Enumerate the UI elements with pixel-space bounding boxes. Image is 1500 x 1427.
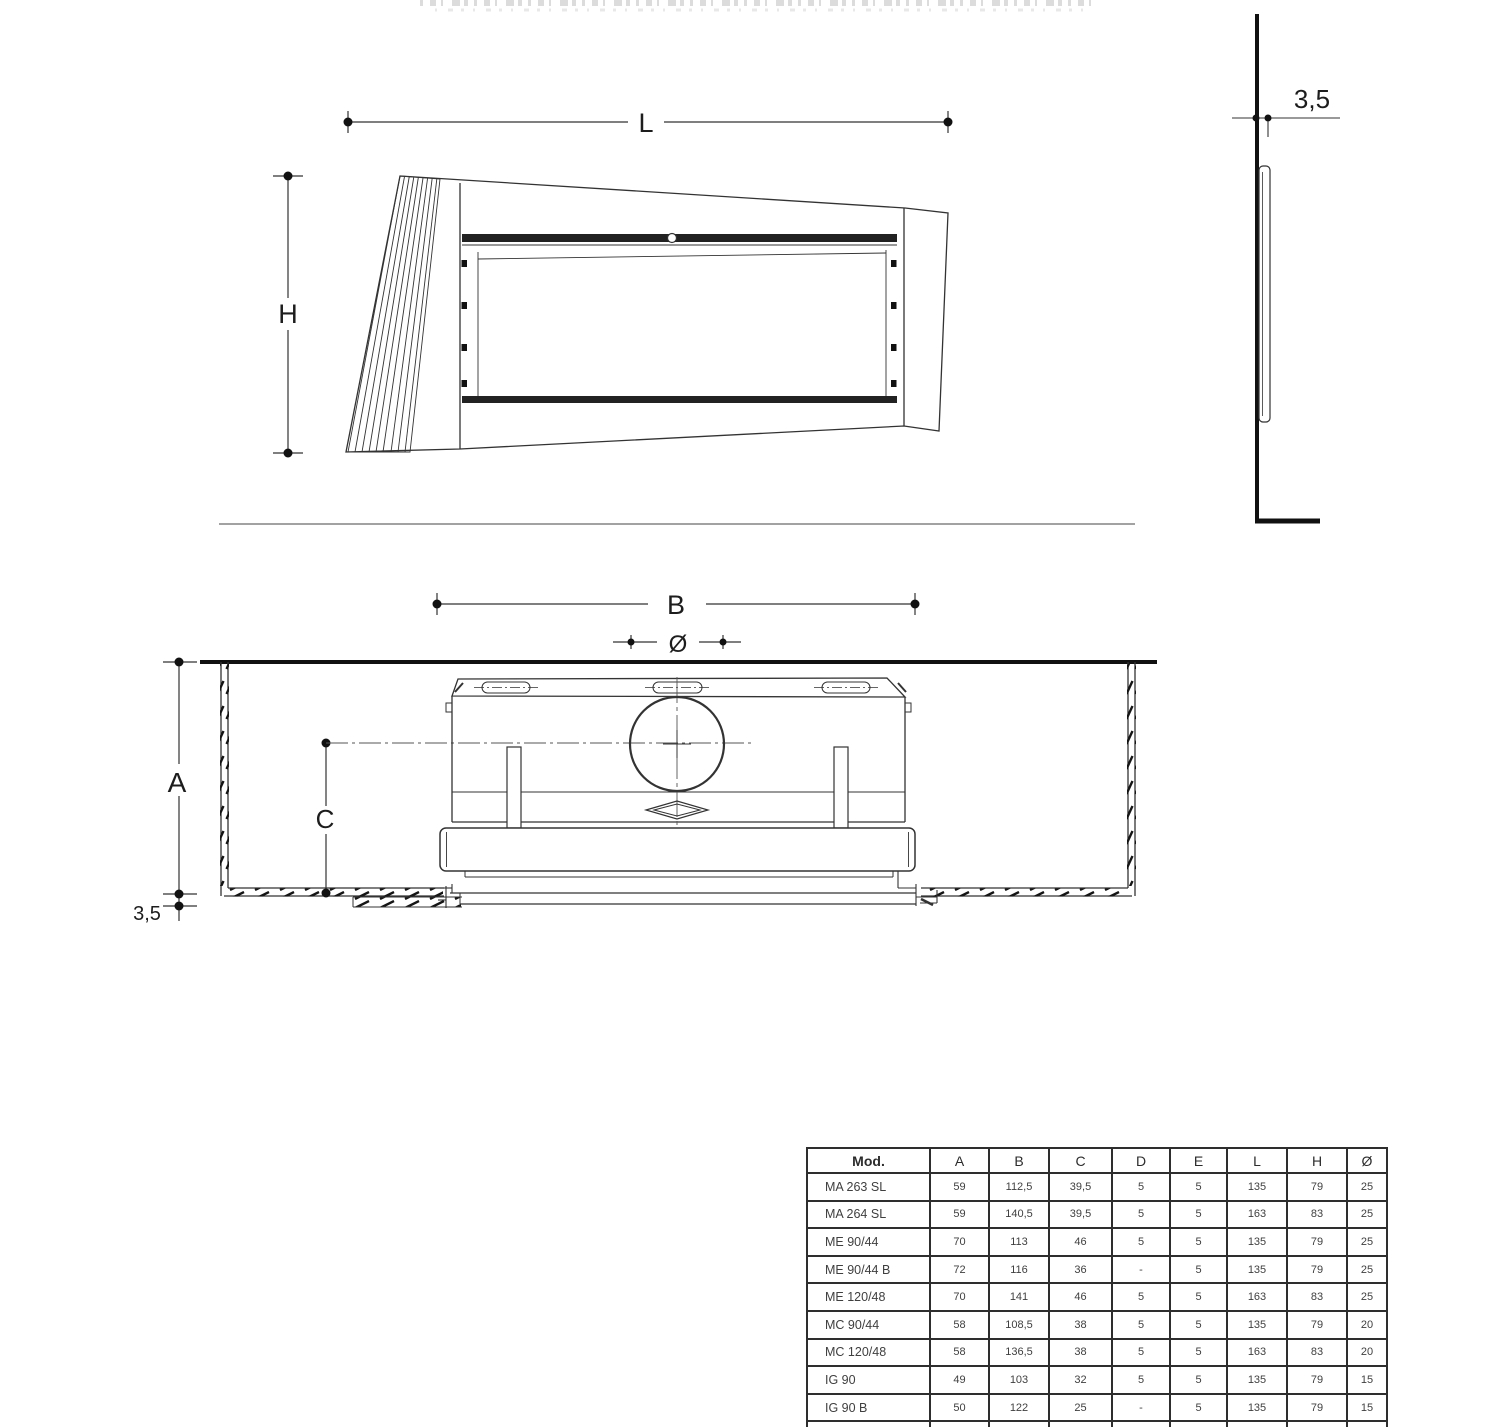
value-cell: 140,5	[989, 1201, 1049, 1229]
width-dimension-label: B	[666, 590, 686, 620]
depth-dimension	[133, 658, 197, 926]
model-cell: MC 120/48	[807, 1339, 930, 1367]
model-cell: IG 90	[807, 1366, 930, 1394]
value-cell: 46	[1049, 1228, 1112, 1256]
model-cell: ME 90/44 B	[807, 1256, 930, 1284]
model-cell: ME 120/48	[807, 1283, 930, 1311]
value-cell: 5	[1170, 1366, 1227, 1394]
value-cell: 72	[930, 1256, 989, 1284]
value-cell	[1287, 1421, 1347, 1427]
mount-rod-left	[507, 747, 521, 828]
value-cell: 5	[1112, 1228, 1170, 1256]
table-header-row	[807, 1148, 1387, 1173]
value-cell: 20	[1347, 1311, 1387, 1339]
value-cell: 83	[1287, 1283, 1347, 1311]
model-cell: ME 90/44	[807, 1228, 930, 1256]
value-cell: 79	[1287, 1256, 1347, 1284]
protrusion-dimension-label: 3,5	[133, 903, 161, 925]
value-cell: 79	[1287, 1228, 1347, 1256]
value-cell	[807, 1421, 930, 1427]
column-header-3: C	[1049, 1148, 1112, 1173]
value-cell: 5	[1170, 1256, 1227, 1284]
model-cell: MC 90/44	[807, 1311, 930, 1339]
value-cell: 5	[1170, 1283, 1227, 1311]
value-cell: 5	[1112, 1173, 1170, 1201]
value-cell: 122	[989, 1394, 1049, 1422]
height-dimension	[273, 172, 303, 458]
value-cell: 79	[1287, 1173, 1347, 1201]
value-cell: 163	[1227, 1201, 1287, 1229]
value-cell: 5	[1112, 1283, 1170, 1311]
table-row	[807, 1311, 1387, 1339]
value-cell: 5	[1170, 1311, 1227, 1339]
value-cell: 15	[1347, 1394, 1387, 1422]
dimensions-table	[806, 1147, 1388, 1427]
value-cell	[1227, 1421, 1287, 1427]
mount-rod-right	[834, 747, 848, 828]
value-cell: 25	[1347, 1201, 1387, 1229]
unit-body	[438, 677, 937, 908]
value-cell	[989, 1421, 1049, 1427]
clipped-text-artifact	[420, 3, 1100, 10]
value-cell: -	[1112, 1256, 1170, 1284]
column-header-1: A	[930, 1148, 989, 1173]
panel-profile	[1259, 166, 1270, 422]
side-view-drawing	[1232, 14, 1340, 521]
hood-outline	[346, 176, 948, 452]
value-cell: 135	[1227, 1366, 1287, 1394]
model-cell: MA 263 SL	[807, 1173, 930, 1201]
column-header-8: Ø	[1347, 1148, 1387, 1173]
thickness-dimension	[1232, 84, 1340, 137]
model-cell: MA 264 SL	[807, 1201, 930, 1229]
value-cell: 39,5	[1049, 1173, 1112, 1201]
value-cell: 5	[1112, 1339, 1170, 1367]
length-dimension-label: L	[638, 108, 654, 138]
value-cell: 50	[930, 1394, 989, 1422]
value-cell: -	[1112, 1394, 1170, 1422]
value-cell: 49	[930, 1366, 989, 1394]
table-row-partial	[807, 1421, 1387, 1427]
value-cell: 135	[1227, 1311, 1287, 1339]
window-latch-detail	[668, 234, 677, 243]
value-cell: 103	[989, 1366, 1049, 1394]
value-cell	[1049, 1421, 1112, 1427]
table-row	[807, 1201, 1387, 1229]
value-cell: 25	[1049, 1394, 1112, 1422]
column-header-2: B	[989, 1148, 1049, 1173]
column-header-7: H	[1287, 1148, 1347, 1173]
table-row	[807, 1173, 1387, 1201]
width-dimension	[433, 590, 920, 620]
value-cell: 163	[1227, 1283, 1287, 1311]
value-cell: 25	[1347, 1283, 1387, 1311]
diameter-dimension	[613, 631, 741, 658]
value-cell: 141	[989, 1283, 1049, 1311]
value-cell: 5	[1112, 1311, 1170, 1339]
value-cell: 108,5	[989, 1311, 1049, 1339]
value-cell: 5	[1170, 1394, 1227, 1422]
thickness-dimension-label: 3,5	[1293, 84, 1331, 114]
value-cell: 113	[989, 1228, 1049, 1256]
value-cell	[1170, 1421, 1227, 1427]
value-cell: 135	[1227, 1173, 1287, 1201]
value-cell: 135	[1227, 1228, 1287, 1256]
table-row	[807, 1256, 1387, 1284]
column-header-5: E	[1170, 1148, 1227, 1173]
value-cell: 5	[1170, 1201, 1227, 1229]
value-cell: 59	[930, 1173, 989, 1201]
value-cell: 5	[1112, 1366, 1170, 1394]
value-cell: 112,5	[989, 1173, 1049, 1201]
column-header-6: L	[1227, 1148, 1287, 1173]
section-view-drawing	[133, 590, 1157, 925]
value-cell	[1347, 1421, 1387, 1427]
value-cell: 39,5	[1049, 1201, 1112, 1229]
column-header-4: D	[1112, 1148, 1170, 1173]
value-cell: 20	[1347, 1339, 1387, 1367]
value-cell: 15	[1347, 1366, 1387, 1394]
value-cell: 38	[1049, 1311, 1112, 1339]
value-cell: 5	[1170, 1173, 1227, 1201]
value-cell	[930, 1421, 989, 1427]
lower-frame-box	[440, 828, 915, 871]
value-cell: 59	[930, 1201, 989, 1229]
value-cell: 25	[1347, 1228, 1387, 1256]
column-header-0: Mod.	[807, 1148, 930, 1173]
table-row	[807, 1283, 1387, 1311]
value-cell: 32	[1049, 1366, 1112, 1394]
front-view-drawing	[273, 108, 953, 458]
value-cell: 135	[1227, 1394, 1287, 1422]
value-cell: 163	[1227, 1339, 1287, 1367]
value-cell: 25	[1347, 1256, 1387, 1284]
value-cell: 136,5	[989, 1339, 1049, 1367]
spec-table	[806, 1147, 1390, 1427]
value-cell: 70	[930, 1228, 989, 1256]
model-cell: IG 90 B	[807, 1394, 930, 1422]
length-dimension	[344, 108, 953, 138]
table-row	[807, 1394, 1387, 1422]
value-cell: 70	[930, 1283, 989, 1311]
value-cell: 38	[1049, 1339, 1112, 1367]
value-cell: 46	[1049, 1283, 1112, 1311]
height-dimension-label: H	[278, 299, 298, 329]
value-cell: 116	[989, 1256, 1049, 1284]
table-row	[807, 1339, 1387, 1367]
value-cell: 36	[1049, 1256, 1112, 1284]
value-cell	[1112, 1421, 1170, 1427]
value-cell: 83	[1287, 1339, 1347, 1367]
value-cell: 135	[1227, 1256, 1287, 1284]
center-dimension	[316, 739, 335, 898]
center-dimension-label: C	[315, 804, 335, 834]
table-row	[807, 1228, 1387, 1256]
window-lock-detail	[729, 235, 742, 242]
value-cell: 79	[1287, 1311, 1347, 1339]
table-row	[807, 1366, 1387, 1394]
value-cell: 58	[930, 1311, 989, 1339]
value-cell: 5	[1112, 1201, 1170, 1229]
value-cell: 83	[1287, 1201, 1347, 1229]
value-cell: 5	[1170, 1228, 1227, 1256]
value-cell: 25	[1347, 1173, 1387, 1201]
value-cell: 5	[1170, 1339, 1227, 1367]
value-cell: 79	[1287, 1366, 1347, 1394]
depth-dimension-label: A	[167, 767, 187, 798]
diameter-dimension-label: Ø	[668, 631, 688, 658]
value-cell: 79	[1287, 1394, 1347, 1422]
value-cell: 58	[930, 1339, 989, 1367]
